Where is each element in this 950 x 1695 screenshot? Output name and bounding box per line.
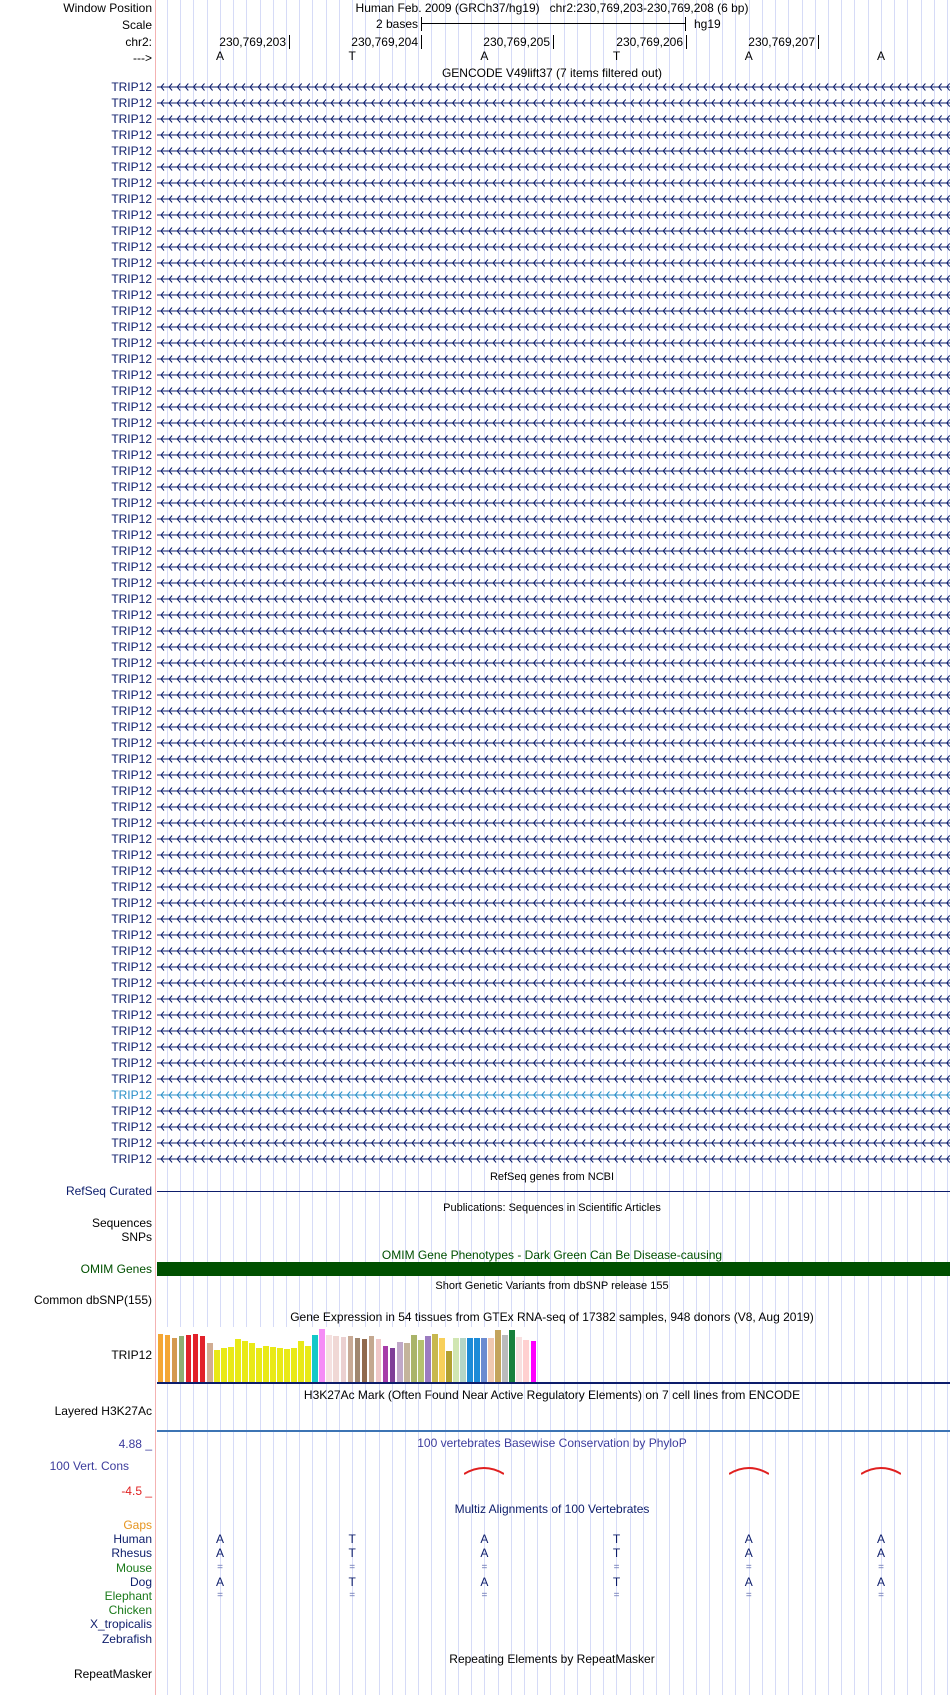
gencode-transcript-line[interactable]: [157, 992, 950, 1006]
gtex-tissue-bar[interactable]: [249, 1343, 255, 1382]
gencode-transcript-line[interactable]: [157, 784, 950, 798]
gencode-transcript-line[interactable]: [157, 80, 950, 94]
repeatmasker-label[interactable]: RepeatMasker: [73, 1667, 152, 1681]
assembly-title: Human Feb. 2009 (GRCh37/hg19): [355, 1, 540, 15]
gencode-transcript-label[interactable]: TRIP12: [111, 640, 152, 654]
phylop-peak: [861, 1465, 901, 1475]
gtex-tissue-bar[interactable]: [531, 1341, 537, 1382]
gencode-transcript-label[interactable]: TRIP12: [111, 576, 152, 590]
gtex-tissue-bar[interactable]: [305, 1346, 311, 1382]
phylop-peak: [729, 1465, 769, 1475]
gencode-transcript-label[interactable]: TRIP12: [111, 1040, 152, 1054]
gtex-tissue-bar[interactable]: [214, 1350, 220, 1382]
multiz-species-label[interactable]: X_tropicalis: [89, 1617, 152, 1632]
gtex-tissue-bar[interactable]: [488, 1338, 494, 1382]
gencode-transcript-label[interactable]: TRIP12: [111, 176, 152, 190]
gencode-transcript-line[interactable]: [157, 400, 950, 414]
gtex-tissue-bar[interactable]: [291, 1348, 297, 1382]
window-position-label: Window Position: [63, 1, 152, 15]
gencode-transcript-label[interactable]: TRIP12: [111, 992, 152, 1006]
gencode-transcript-line[interactable]: [157, 640, 950, 654]
gencode-track-title[interactable]: GENCODE V49lift37 (7 items filtered out): [441, 66, 663, 80]
h3k27ac-track-title[interactable]: H3K27Ac Mark (Often Found Near Active Regulatory Elements) on 7 cell lines from ENCODE: [303, 1388, 801, 1402]
scale-bar: [421, 17, 686, 31]
refseq-label[interactable]: RefSeq Curated: [65, 1184, 152, 1198]
multiz-aligned-base: =: [217, 1561, 223, 1573]
multiz-aligned-base: =: [745, 1590, 752, 1601]
gencode-transcript-label[interactable]: TRIP12: [111, 688, 152, 702]
gencode-transcript-label[interactable]: TRIP12: [111, 400, 152, 414]
position-title: chr2:230,769,203-230,769,208 (6 bp): [549, 1, 749, 15]
label-column-separator: [155, 0, 156, 1695]
multiz-aligned-base: A: [744, 1574, 753, 1589]
gtex-tissue-bar[interactable]: [242, 1341, 248, 1382]
gencode-transcript-label[interactable]: TRIP12: [111, 512, 152, 526]
scale-db-label: hg19: [694, 17, 721, 31]
gencode-transcript-label[interactable]: TRIP12: [111, 784, 152, 798]
dbsnp-track-title[interactable]: Short Genetic Variants from dbSNP release 155: [435, 1280, 669, 1292]
gencode-transcript-line[interactable]: [157, 592, 950, 606]
gtex-tissue-bar[interactable]: [284, 1349, 290, 1382]
gencode-transcript-line[interactable]: [157, 256, 950, 270]
multiz-aligned-base: =: [217, 1590, 223, 1601]
gtex-tissue-bar[interactable]: [270, 1347, 276, 1382]
gencode-transcript-line[interactable]: [157, 800, 950, 814]
phylop-peak: [464, 1465, 504, 1475]
gencode-transcript-line[interactable]: [157, 96, 950, 110]
gencode-transcript-label[interactable]: TRIP12: [111, 864, 152, 878]
gtex-tissue-bar[interactable]: [193, 1334, 199, 1382]
gencode-transcript-line[interactable]: [157, 672, 950, 686]
gencode-transcript-line[interactable]: [157, 384, 950, 398]
gencode-transcript-line[interactable]: [157, 704, 950, 718]
multiz-species-label[interactable]: Chicken: [108, 1603, 152, 1618]
gencode-transcript-line[interactable]: [157, 976, 950, 990]
multiz-aligned-base: A: [744, 1546, 753, 1561]
multiz-species-label[interactable]: Gaps: [123, 1518, 152, 1532]
gtex-tissue-bar[interactable]: [481, 1338, 487, 1382]
gtex-tissue-bar[interactable]: [319, 1329, 325, 1382]
multiz-aligned-base: A: [480, 1532, 489, 1547]
gencode-transcript-label[interactable]: TRIP12: [111, 848, 152, 862]
sequence-base: A: [480, 49, 489, 63]
gencode-transcript-label[interactable]: TRIP12: [111, 96, 152, 110]
gencode-transcript-label[interactable]: TRIP12: [111, 1120, 152, 1134]
gencode-transcript-label[interactable]: TRIP12: [111, 208, 152, 222]
gencode-transcript-line[interactable]: [157, 240, 950, 254]
gencode-transcript-line[interactable]: [157, 368, 950, 382]
phylop-max-label: 4.88 _: [118, 1437, 152, 1451]
multiz-aligned-base: T: [348, 1574, 356, 1589]
gencode-transcript-line[interactable]: [157, 352, 950, 366]
gencode-transcript-label[interactable]: TRIP12: [111, 1152, 152, 1166]
gtex-tissue-bar[interactable]: [221, 1348, 227, 1382]
multiz-aligned-base: T: [612, 1532, 621, 1547]
gencode-transcript-label[interactable]: TRIP12: [111, 928, 152, 942]
gencode-transcript-line[interactable]: [157, 144, 950, 158]
gencode-transcript-line[interactable]: [157, 512, 950, 526]
sequence-base: T: [612, 49, 621, 63]
strand-label: --->: [133, 51, 152, 65]
gencode-transcript-label[interactable]: TRIP12: [111, 608, 152, 622]
gencode-transcript-line[interactable]: [157, 208, 950, 222]
scale-label: Scale: [121, 18, 152, 32]
gencode-transcript-line[interactable]: [157, 480, 950, 494]
ruler-tick: [686, 35, 687, 49]
multiz-species-label[interactable]: Rhesus: [111, 1546, 152, 1561]
gencode-transcript-label[interactable]: TRIP12: [111, 944, 152, 958]
multiz-aligned-base: A: [215, 1532, 225, 1547]
multiz-aligned-base: T: [348, 1546, 356, 1561]
multiz-aligned-base: A: [480, 1546, 489, 1561]
phylop-track-title[interactable]: 100 vertebrates Basewise Conservation by PhyloP: [417, 1436, 687, 1450]
multiz-aligned-base: =: [481, 1561, 488, 1573]
gtex-tissue-bar[interactable]: [333, 1336, 339, 1382]
gencode-transcript-line[interactable]: [157, 336, 950, 350]
ruler-coordinate: 230,769,203: [219, 35, 286, 49]
publications-sequences-label[interactable]: Sequences: [91, 1216, 152, 1230]
dbsnp-label[interactable]: Common dbSNP(155): [33, 1293, 152, 1307]
multiz-aligned-base: T: [612, 1546, 621, 1561]
gtex-tissue-bar[interactable]: [165, 1335, 171, 1382]
gtex-tissue-bar[interactable]: [228, 1347, 234, 1382]
gencode-transcript-line[interactable]: [157, 720, 950, 734]
gencode-transcript-line[interactable]: [157, 896, 950, 910]
multiz-aligned-base: A: [876, 1532, 886, 1547]
gencode-transcript-label[interactable]: TRIP12: [111, 448, 152, 462]
multiz-aligned-base: =: [878, 1561, 884, 1573]
gencode-transcript-label[interactable]: TRIP12: [111, 656, 152, 670]
h3k27ac-signal-line: [157, 1430, 950, 1432]
gencode-transcript-line[interactable]: [157, 880, 950, 894]
multiz-aligned-base: T: [348, 1532, 356, 1547]
gencode-transcript-label[interactable]: TRIP12: [111, 464, 152, 478]
gencode-transcript-line[interactable]: [157, 464, 950, 478]
gencode-transcript-label[interactable]: TRIP12: [111, 1072, 152, 1086]
window-position-title: [356, 1, 749, 15]
gencode-transcript-line[interactable]: [157, 816, 950, 830]
gencode-transcript-line[interactable]: [157, 1072, 950, 1086]
gencode-transcript-label[interactable]: TRIP12: [111, 592, 152, 606]
gencode-transcript-label[interactable]: TRIP12: [111, 480, 152, 494]
repeatmasker-track-title[interactable]: Repeating Elements by RepeatMasker: [449, 1652, 655, 1666]
gtex-tissue-bar[interactable]: [256, 1348, 262, 1382]
gencode-transcript-label[interactable]: TRIP12: [111, 416, 152, 430]
omim-label[interactable]: OMIM Genes: [80, 1262, 152, 1276]
gtex-tissue-bar[interactable]: [495, 1330, 501, 1382]
gencode-transcript-line[interactable]: [157, 928, 950, 942]
gencode-transcript-line[interactable]: [157, 944, 950, 958]
gtex-tissue-bar[interactable]: [516, 1337, 522, 1382]
gtex-tissue-bar[interactable]: [362, 1339, 368, 1382]
multiz-aligned-base: =: [349, 1561, 356, 1573]
gencode-transcript-line[interactable]: [157, 176, 950, 190]
gencode-transcript-label[interactable]: TRIP12: [111, 1008, 152, 1022]
gtex-tissue-bar[interactable]: [425, 1336, 431, 1382]
gtex-tissue-bar[interactable]: [355, 1338, 361, 1382]
multiz-aligned-base: =: [613, 1590, 620, 1601]
gtex-tissue-bar[interactable]: [404, 1343, 410, 1382]
gencode-transcript-label[interactable]: TRIP12: [111, 304, 152, 318]
gtex-tissue-bar[interactable]: [467, 1338, 473, 1382]
gtex-tissue-bar[interactable]: [277, 1348, 283, 1382]
refseq-gene-line[interactable]: [157, 1191, 950, 1192]
gencode-transcript-line[interactable]: [157, 768, 950, 782]
gencode-transcript-label[interactable]: TRIP12: [111, 800, 152, 814]
gencode-transcript-line[interactable]: [157, 320, 950, 334]
multiz-species-label[interactable]: Mouse: [115, 1560, 152, 1575]
multiz-aligned-base: =: [481, 1590, 488, 1601]
gencode-transcript-label[interactable]: TRIP12: [111, 1024, 152, 1038]
gencode-transcript-label[interactable]: TRIP12: [111, 1104, 152, 1118]
gencode-transcript-label[interactable]: TRIP12: [111, 336, 152, 350]
gtex-tissue-bar[interactable]: [263, 1346, 269, 1382]
gencode-transcript-line[interactable]: [157, 1040, 950, 1054]
gencode-transcript-label[interactable]: TRIP12: [111, 192, 152, 206]
gencode-transcript-line[interactable]: [157, 304, 950, 318]
gencode-transcript-line[interactable]: [157, 848, 950, 862]
gencode-transcript-label[interactable]: TRIP12: [111, 320, 152, 334]
gencode-transcript-line[interactable]: [157, 192, 950, 206]
publications-snps-label[interactable]: SNPs: [121, 1230, 152, 1244]
gencode-transcript-line[interactable]: [157, 288, 950, 302]
gencode-transcript-line[interactable]: [157, 160, 950, 174]
multiz-aligned-base: A: [215, 1574, 225, 1589]
multiz-species-label[interactable]: Human: [113, 1532, 152, 1547]
gencode-transcript-label[interactable]: TRIP12: [111, 224, 152, 238]
gtex-tissue-bar[interactable]: [376, 1339, 382, 1382]
gencode-transcript-label[interactable]: TRIP12: [111, 288, 152, 302]
gencode-transcript-label[interactable]: TRIP12: [111, 896, 152, 910]
gencode-transcript-label[interactable]: TRIP12: [111, 128, 152, 142]
gencode-transcript-label[interactable]: TRIP12: [111, 816, 152, 830]
ruler-coordinate: 230,769,204: [351, 35, 418, 49]
ruler-coordinate: 230,769,205: [483, 35, 550, 49]
gencode-transcript-line[interactable]: [157, 960, 950, 974]
gencode-transcript-line[interactable]: [157, 272, 950, 286]
gtex-tissue-bar[interactable]: [348, 1336, 354, 1382]
gencode-transcript-label[interactable]: TRIP12: [111, 432, 152, 446]
gencode-transcript-line[interactable]: [157, 1088, 950, 1102]
gencode-transcript-line[interactable]: [157, 1024, 950, 1038]
gencode-transcript-line[interactable]: [157, 1120, 950, 1134]
ruler-tick: [421, 35, 422, 49]
gencode-transcript-label[interactable]: TRIP12: [111, 80, 152, 94]
gencode-transcript-label[interactable]: TRIP12: [111, 912, 152, 926]
gencode-transcript-line[interactable]: [157, 608, 950, 622]
gtex-tissue-bar[interactable]: [235, 1339, 241, 1382]
gencode-transcript-label[interactable]: TRIP12: [111, 112, 152, 126]
gencode-transcript-label[interactable]: TRIP12: [111, 528, 152, 542]
multiz-aligned-base: A: [876, 1574, 886, 1589]
gencode-transcript-line[interactable]: [157, 1104, 950, 1118]
sequence-base: T: [348, 49, 356, 63]
ruler-tick: [289, 35, 290, 49]
gtex-tissue-bar[interactable]: [341, 1337, 347, 1382]
gtex-tissue-bar[interactable]: [460, 1338, 466, 1382]
gtex-track-title[interactable]: Gene Expression in 54 tissues from GTEx RNA-seq of 17382 samples, 948 donors (V8, Aug 2019): [290, 1310, 814, 1324]
gtex-tissue-bar[interactable]: [523, 1340, 529, 1382]
gtex-tissue-bar[interactable]: [186, 1335, 192, 1382]
gencode-transcript-label[interactable]: TRIP12: [111, 240, 152, 254]
multiz-aligned-base: =: [349, 1590, 356, 1601]
gencode-transcript-label[interactable]: TRIP12: [111, 880, 152, 894]
gencode-transcript-label[interactable]: TRIP12: [111, 1056, 152, 1070]
gtex-tissue-bar[interactable]: [418, 1340, 424, 1382]
multiz-species-label[interactable]: Zebrafish: [101, 1631, 152, 1646]
gtex-bar-chart[interactable]: [157, 1327, 537, 1382]
multiz-aligned-base: T: [612, 1574, 621, 1589]
chrom-label: chr2:: [125, 35, 152, 49]
multiz-species-label[interactable]: Dog: [129, 1574, 152, 1589]
gencode-transcript-line[interactable]: [157, 576, 950, 590]
gencode-transcript-label[interactable]: TRIP12: [111, 496, 152, 510]
gencode-transcript-label[interactable]: TRIP12: [111, 144, 152, 158]
gencode-transcript-label[interactable]: TRIP12: [111, 352, 152, 366]
publications-track-title[interactable]: Publications: Sequences in Scientific Articles: [443, 1202, 661, 1214]
gencode-transcript-label[interactable]: TRIP12: [111, 160, 152, 174]
sequence-base: A: [876, 49, 886, 63]
gencode-transcript-label[interactable]: TRIP12: [111, 256, 152, 270]
gencode-transcript-line[interactable]: [157, 1008, 950, 1022]
gencode-transcript-line[interactable]: [157, 912, 950, 926]
gencode-transcript-label[interactable]: TRIP12: [111, 736, 152, 750]
multiz-aligned-base: A: [876, 1546, 886, 1561]
gencode-transcript-label[interactable]: TRIP12: [111, 624, 152, 638]
sequence-base: A: [215, 49, 225, 63]
gtex-tissue-bar[interactable]: [411, 1335, 417, 1382]
gencode-transcript-label[interactable]: TRIP12: [111, 1136, 152, 1150]
gtex-tissue-bar[interactable]: [326, 1335, 332, 1382]
gencode-transcript-label[interactable]: TRIP12: [111, 752, 152, 766]
gtex-tissue-bar[interactable]: [200, 1336, 206, 1382]
gtex-tissue-bar[interactable]: [390, 1348, 396, 1382]
multiz-aligned-base: A: [480, 1574, 489, 1589]
gencode-transcript-line[interactable]: [157, 688, 950, 702]
gencode-transcript-line[interactable]: [157, 544, 950, 558]
gencode-transcript-label[interactable]: TRIP12: [111, 720, 152, 734]
multiz-aligned-base: =: [878, 1590, 884, 1601]
gencode-transcript-label[interactable]: TRIP12: [111, 960, 152, 974]
gencode-transcript-label[interactable]: TRIP12: [111, 1088, 152, 1102]
gtex-tissue-bar[interactable]: [172, 1338, 178, 1382]
multiz-track-title[interactable]: Multiz Alignments of 100 Vertebrates: [454, 1502, 650, 1516]
gencode-transcript-line[interactable]: [157, 624, 950, 638]
phylop-label[interactable]: 100 Vert. Cons: [49, 1459, 129, 1473]
gtex-tissue-bar[interactable]: [383, 1346, 389, 1382]
ruler-coordinate: 230,769,206: [616, 35, 683, 49]
gencode-transcript-line[interactable]: [157, 1152, 950, 1166]
refseq-track-title[interactable]: RefSeq genes from NCBI: [489, 1171, 615, 1183]
gtex-label[interactable]: TRIP12: [111, 1348, 152, 1362]
scale-text: 2 bases: [375, 17, 418, 31]
gencode-transcript-label[interactable]: TRIP12: [111, 544, 152, 558]
gencode-transcript-line[interactable]: [157, 560, 950, 574]
ruler-coordinate: 230,769,207: [748, 35, 815, 49]
gencode-transcript-line[interactable]: [157, 752, 950, 766]
gtex-gene-line: [157, 1382, 950, 1384]
gencode-transcript-line[interactable]: [157, 416, 950, 430]
gencode-transcript-line[interactable]: [157, 528, 950, 542]
gencode-transcript-line[interactable]: [157, 112, 950, 126]
gencode-transcript-label[interactable]: TRIP12: [111, 976, 152, 990]
gtex-tissue-bar[interactable]: [312, 1335, 318, 1382]
gencode-transcript-label[interactable]: TRIP12: [111, 368, 152, 382]
ruler-tick: [553, 35, 554, 49]
gtex-tissue-bar[interactable]: [509, 1330, 515, 1382]
ruler-tick: [818, 35, 819, 49]
gencode-transcript-line[interactable]: [157, 656, 950, 670]
multiz-aligned-base: A: [744, 1532, 753, 1547]
gtex-tissue-bar[interactable]: [207, 1343, 213, 1382]
h3k27ac-label[interactable]: Layered H3K27Ac: [54, 1404, 152, 1418]
gencode-transcript-line[interactable]: [157, 128, 950, 142]
gtex-tissue-bar[interactable]: [446, 1351, 452, 1382]
gtex-tissue-bar[interactable]: [158, 1334, 164, 1382]
gencode-transcript-line[interactable]: [157, 864, 950, 878]
gtex-tissue-bar[interactable]: [502, 1335, 508, 1382]
gtex-tissue-bar[interactable]: [453, 1338, 459, 1382]
multiz-aligned-base: =: [745, 1561, 752, 1573]
gencode-transcript-label[interactable]: TRIP12: [111, 768, 152, 782]
multiz-aligned-base: =: [613, 1561, 620, 1573]
gtex-tissue-bar[interactable]: [439, 1338, 445, 1382]
gencode-transcript-line[interactable]: [157, 1136, 950, 1150]
gencode-transcript-line[interactable]: [157, 496, 950, 510]
sequence-base: A: [744, 49, 753, 63]
gencode-transcript-line[interactable]: [157, 432, 950, 446]
gencode-transcript-line[interactable]: [157, 736, 950, 750]
omim-track-title[interactable]: OMIM Gene Phenotypes - Dark Green Can Be Disease-causing: [381, 1248, 723, 1262]
omim-gene-bar[interactable]: [157, 1262, 950, 1276]
gencode-transcript-label[interactable]: TRIP12: [111, 672, 152, 686]
gencode-transcript-line[interactable]: [157, 224, 950, 238]
gtex-tissue-bar[interactable]: [298, 1341, 304, 1382]
gencode-transcript-label[interactable]: TRIP12: [111, 272, 152, 286]
gtex-tissue-bar[interactable]: [397, 1342, 403, 1382]
gtex-tissue-bar[interactable]: [432, 1334, 438, 1382]
gencode-transcript-label[interactable]: TRIP12: [111, 560, 152, 574]
gencode-transcript-line[interactable]: [157, 448, 950, 462]
gtex-tissue-bar[interactable]: [179, 1336, 185, 1382]
gencode-transcript-label[interactable]: TRIP12: [111, 832, 152, 846]
phylop-min-label: -4.5 _: [121, 1484, 152, 1498]
gencode-transcript-label[interactable]: TRIP12: [111, 704, 152, 718]
gencode-transcript-label[interactable]: TRIP12: [111, 384, 152, 398]
multiz-aligned-base: A: [215, 1546, 225, 1561]
multiz-species-label[interactable]: Elephant: [104, 1589, 152, 1603]
gtex-tissue-bar[interactable]: [474, 1338, 480, 1382]
gtex-tissue-bar[interactable]: [369, 1336, 375, 1382]
gencode-transcript-line[interactable]: [157, 1056, 950, 1070]
gencode-transcript-line[interactable]: [157, 832, 950, 846]
